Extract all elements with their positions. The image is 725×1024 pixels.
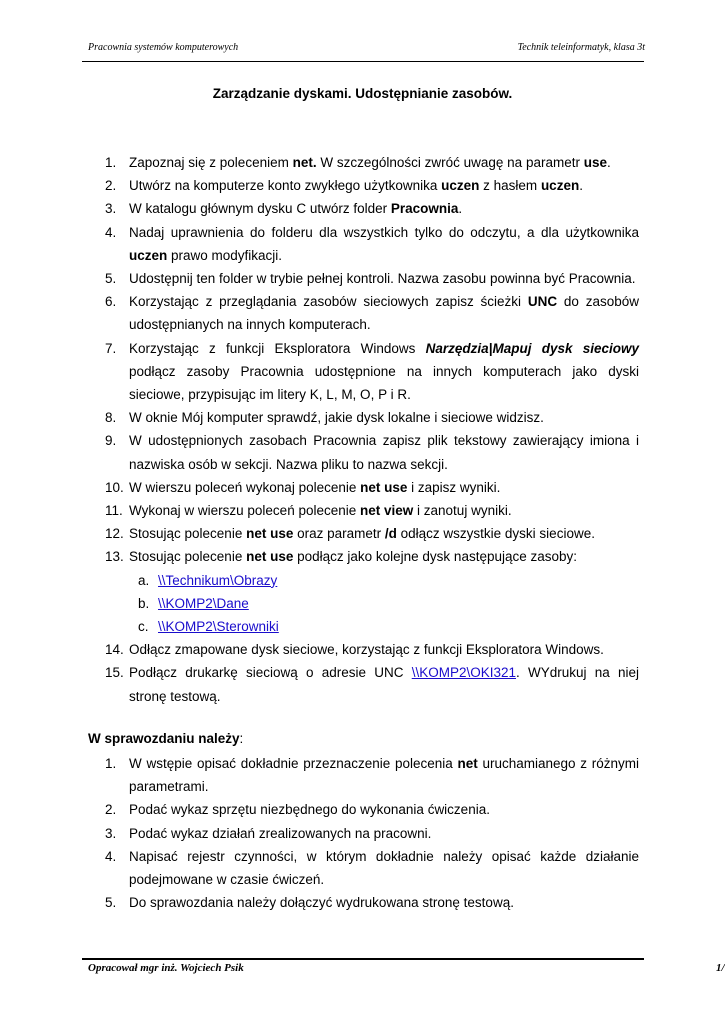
task-item-12 — [88, 522, 639, 545]
header-right: Technik teleinformatyk, klasa 3t — [517, 42, 645, 53]
item-text: W katalogu głównym dysku C utwórz folder — [129, 201, 391, 217]
item-number: 3. — [105, 825, 117, 841]
bold-text: Pracownia — [390, 201, 459, 217]
item-text: Do sprawozdania należy dołączyć wydrukowana stronę testową. — [129, 895, 514, 911]
sub-item — [88, 569, 639, 592]
item-text: . — [606, 155, 611, 170]
item-number: 4. — [105, 224, 117, 240]
footer-rule — [82, 958, 644, 960]
item-number: 11. — [105, 503, 123, 519]
report-item-3 — [88, 822, 639, 845]
report-heading-bold: W sprawozdaniu należy — [88, 731, 240, 746]
task-item-3 — [88, 197, 639, 220]
task-item-5 — [88, 267, 639, 290]
item-number: 2. — [105, 178, 117, 194]
item-number: 10. — [105, 479, 124, 495]
task-item-11 — [88, 499, 639, 522]
item-number: 12. — [105, 526, 124, 542]
item-number: 1. — [105, 155, 117, 170]
sub-item-letter: c. — [138, 619, 149, 635]
item-text: podłącz jako kolejne dysk następujące zasoby: — [293, 549, 578, 565]
bold-text: uczen — [540, 178, 580, 194]
item-number: 13. — [105, 549, 124, 565]
report-item-1 — [88, 752, 639, 798]
item-text: oraz parametr — [293, 526, 385, 542]
task-item-6 — [88, 290, 639, 336]
item-text: . WYdrukuj na niej stronę testową. — [129, 665, 639, 704]
task-item-2 — [88, 174, 639, 197]
item-text: i zanotuj wyniki. — [413, 503, 512, 519]
item-text: Podać wykaz działań zrealizowanych na pracowni. — [129, 825, 432, 841]
item-number: 8. — [105, 410, 117, 426]
task-item-4 — [88, 221, 639, 267]
bold-text: net view — [360, 503, 414, 519]
item-text: W szczególności zwróć uwagę na parametr — [316, 155, 584, 170]
item-number: 6. — [105, 294, 117, 310]
task-item-7 — [88, 337, 639, 407]
item-text: Zapoznaj się z poleceniem — [129, 155, 293, 170]
bold-text: net use — [246, 526, 294, 542]
bold-text: /d — [384, 526, 397, 542]
task-item-9 — [88, 429, 639, 475]
item-text: . — [579, 178, 583, 194]
report-item-5 — [88, 891, 639, 914]
page-title: Zarządzanie dyskami. Udostępnianie zasobów. — [212, 86, 513, 101]
item-number: 2. — [105, 802, 117, 818]
bold-text: uczen — [129, 247, 168, 263]
item-text: Podłącz drukarkę sieciową o adresie UNC — [129, 665, 412, 681]
item-text: W wstępie opisać dokładnie przeznaczenie polecenia — [129, 756, 458, 771]
item-text: podłącz zasoby Pracownia udostępnione na innych komputerach jako dyski sieciowe, przypisując im litery K, L, M, O, P i R. — [129, 363, 639, 403]
item-number: 1. — [105, 756, 117, 771]
item-text: odłącz wszystkie dyski sieciowe. — [396, 526, 595, 542]
report-list — [88, 752, 639, 914]
item-text: z hasłem — [479, 178, 541, 194]
bold-text: net use — [246, 549, 294, 565]
item-text: do zasobów udostępnianych na innych komputerach. — [129, 294, 639, 333]
item-number: 4. — [105, 848, 117, 864]
footer-author: Opracował mgr inż. Wojciech Psik — [88, 962, 244, 974]
header-rule — [82, 61, 644, 62]
item-number: 7. — [105, 340, 117, 356]
bold-text: uczen — [441, 178, 480, 194]
item-text: Stosując polecenie — [129, 526, 247, 542]
item-text: Udostępnij ten folder w trybie pełnej kontroli. Nazwa zasobu powinna być Pracownia. — [129, 271, 636, 287]
bold-text: net — [457, 756, 478, 771]
item-text: Stosując polecenie — [129, 549, 247, 565]
unc-link[interactable]: \\Technikum\Obrazy — [158, 572, 278, 588]
item-number: 5. — [105, 271, 117, 287]
unc-link[interactable]: \\KOMP2\Sterowniki — [158, 619, 279, 635]
item-text: Utwórz na komputerze konto zwykłego użytkownika — [129, 178, 442, 194]
task-item-10 — [88, 476, 639, 499]
header-left: Pracownia systemów komputerowych — [88, 42, 239, 53]
page-header — [88, 42, 645, 62]
item-text: Podać wykaz sprzętu niezbędnego do wykonania ćwiczenia. — [129, 802, 490, 818]
sub-item-letter: a. — [138, 572, 150, 588]
item-number: 14. — [105, 642, 124, 658]
bold-text: net. — [292, 155, 317, 170]
item-number: 15. — [105, 665, 124, 681]
task-item-14 — [88, 638, 639, 661]
item-text: . — [458, 201, 463, 217]
task-item-15 — [88, 661, 639, 707]
item-text: W oknie Mój komputer sprawdź, jakie dysk lokalne i sieciowe widzisz. — [129, 410, 544, 426]
report-heading — [88, 731, 243, 746]
report-item-4 — [88, 845, 639, 891]
bold-text: use — [583, 155, 607, 170]
menu-path-text: Narzędzia|Mapuj dysk sieciowy — [425, 340, 640, 356]
item-text: Napisać rejestr czynności, w którym dokładnie należy opisać każde działanie podejmowane w czasie ćwiczeń. — [129, 848, 639, 888]
task-item-1 — [88, 151, 639, 174]
bold-text: UNC — [527, 294, 558, 310]
item-text: W udostępnionych zasobach Pracownia zapisz plik tekstowy zawierający imiona i nazwiska osób w sekcji. Nazwa pliku to nazwa sekcji. — [129, 433, 639, 472]
task-item-13 — [88, 545, 639, 568]
sub-item-letter: b. — [138, 595, 150, 611]
task-list — [88, 151, 639, 708]
item-number: 9. — [105, 433, 117, 449]
item-text: Nadaj uprawnienia do folderu dla wszystkich tylko do odczytu, a dla użytkownika — [129, 224, 639, 240]
sub-item — [88, 615, 639, 638]
item-text: W wierszu poleceń wykonaj polecenie — [129, 479, 361, 495]
unc-link[interactable]: \\KOMP2\OKI321 — [411, 665, 517, 681]
report-heading-tail: : — [239, 731, 244, 746]
unc-link[interactable]: \\KOMP2\Dane — [158, 595, 249, 611]
footer-page-number: 1/ — [716, 962, 725, 974]
report-item-2 — [88, 798, 639, 821]
item-text: Korzystając z funkcji Eksploratora Windows — [129, 340, 426, 356]
bold-text: net use — [360, 479, 408, 495]
item-text: prawo modyfikacji. — [167, 247, 283, 263]
item-text: Wykonaj w wierszu poleceń polecenie — [129, 503, 360, 519]
item-text: Odłącz zmapowane dysk sieciowe, korzystając z funkcji Eksploratora Windows. — [129, 642, 604, 658]
item-text: i zapisz wyniki. — [407, 479, 501, 495]
item-text: Korzystając z przeglądania zasobów sieciowych zapisz ścieżki — [129, 294, 528, 310]
sub-item — [88, 592, 639, 615]
item-text: uruchamianego z różnymi parametrami. — [129, 756, 639, 795]
item-number: 3. — [105, 201, 117, 217]
item-number: 5. — [105, 895, 117, 911]
task-item-8 — [88, 406, 639, 429]
